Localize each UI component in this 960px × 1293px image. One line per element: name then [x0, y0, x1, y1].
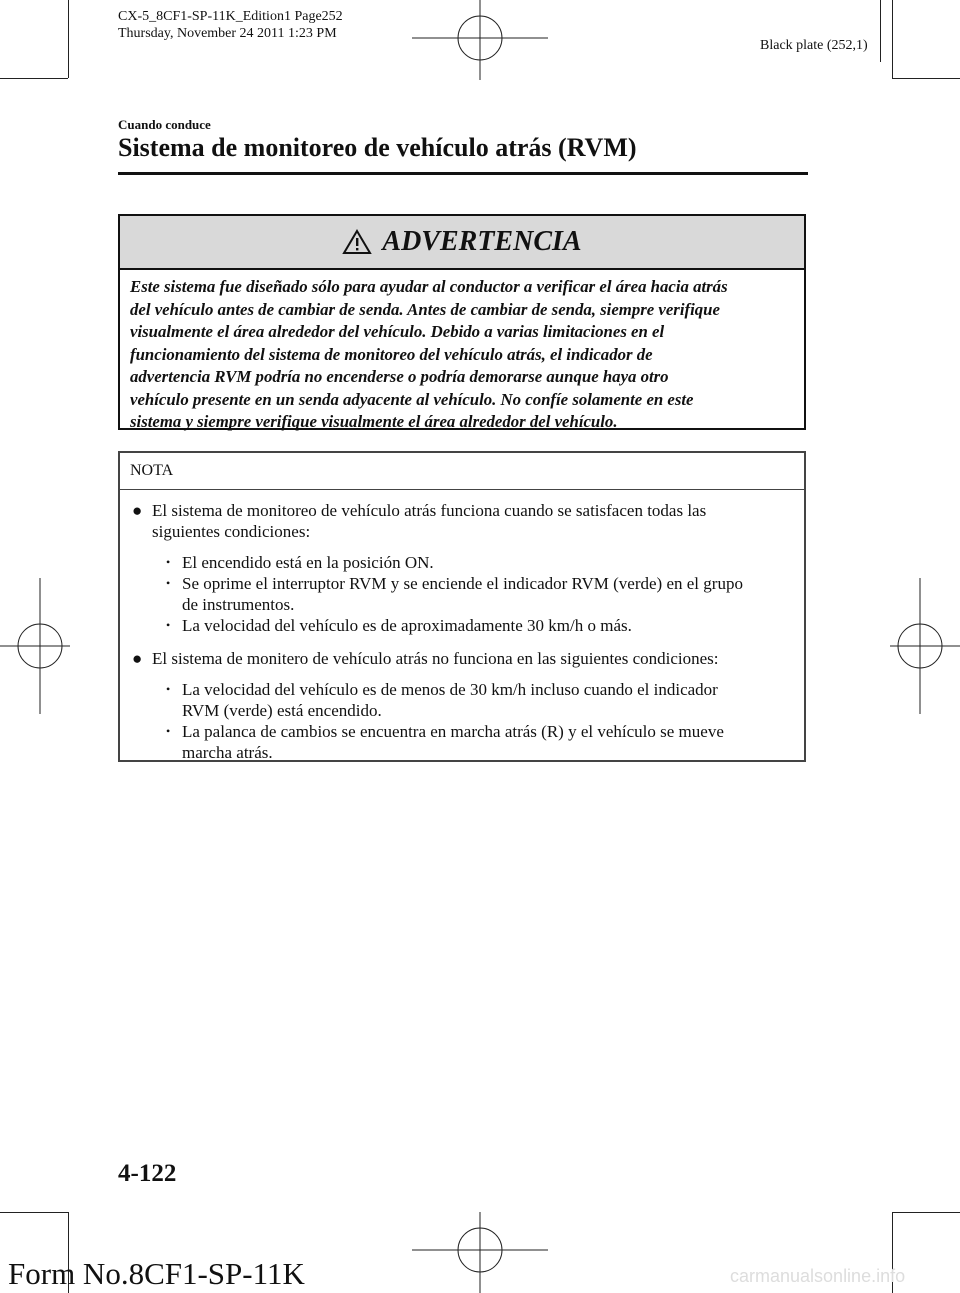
- crop-mark: [892, 0, 893, 78]
- crop-mark: [892, 78, 960, 79]
- registration-mark-left: [0, 578, 70, 714]
- warning-box: [118, 214, 806, 430]
- sub-bullet-icon: •: [166, 724, 171, 738]
- note-item: [130, 648, 794, 763]
- crop-mark: [0, 78, 68, 79]
- sub-bullet-icon: •: [166, 576, 171, 590]
- bullet-icon: ●: [132, 501, 143, 520]
- note-box: [118, 451, 806, 762]
- warning-text: [120, 270, 804, 434]
- sub-bullet-icon: •: [166, 618, 171, 632]
- crop-mark: [0, 1212, 68, 1213]
- sub-item-line: La velocidad del vehículo es de menos de 30 km/h incluso cuando el indicador: [182, 680, 718, 699]
- warning-line: funcionamiento del sistema de monitoreo del vehículo atrás, el indicador de: [130, 344, 653, 364]
- sub-item: [152, 615, 794, 636]
- warning-line: vehículo presente en un senda adyacente al vehículo. No confíe solamente en este: [130, 389, 694, 409]
- sub-bullet-icon: •: [166, 682, 171, 696]
- warning-line: del vehículo antes de cambiar de senda. Antes de cambiar de senda, siempre verifique: [130, 299, 720, 319]
- note-body: [120, 490, 804, 763]
- page-number: 4-122: [118, 1160, 177, 1187]
- warning-line: visualmente el área alrededor del vehículo. Debido a varias limitaciones en el: [130, 322, 665, 341]
- print-info-line: Thursday, November 24 2011 1:23 PM: [118, 26, 337, 41]
- note-item-line: El sistema de monitoreo de vehículo atrás funciona cuando se satisfacen todas las: [152, 501, 707, 520]
- page-title: Sistema de monitoreo de vehículo atrás (RVM): [118, 133, 637, 162]
- print-info: [118, 8, 343, 42]
- warning-line: advertencia RVM podría no encenderse o podría demorarse aunque haya otro: [130, 367, 669, 386]
- sub-item-line: RVM (verde) está encendido.: [182, 701, 382, 720]
- note-item-line: siguientes condiciones:: [152, 522, 311, 541]
- sub-item-line: La velocidad del vehículo es de aproximadamente 30 km/h o más.: [182, 616, 632, 635]
- sub-item: [152, 552, 794, 573]
- print-info-line: CX-5_8CF1-SP-11K_Edition1 Page252: [118, 9, 343, 24]
- warning-line: Este sistema fue diseñado sólo para ayudar al conductor a verificar el área hacia atrás: [130, 277, 728, 296]
- sub-list: [152, 552, 794, 636]
- crop-mark: [880, 0, 881, 62]
- registration-mark-top: [412, 0, 548, 80]
- sub-item-line: de instrumentos.: [182, 595, 295, 614]
- watermark: carmanualsonline.info: [730, 1266, 906, 1286]
- bullet-icon: ●: [132, 649, 143, 668]
- sub-item-line: El encendido está en la posición ON.: [182, 553, 434, 572]
- form-number: Form No.8CF1-SP-11K: [8, 1256, 305, 1291]
- sub-bullet-icon: •: [166, 555, 171, 569]
- note-item-line: El sistema de monitero de vehículo atrás no funciona en las siguientes condiciones:: [152, 649, 719, 668]
- sub-item-line: Se oprime el interruptor RVM y se enciende el indicador RVM (verde) en el grupo: [182, 574, 743, 593]
- title-rule: [118, 172, 808, 175]
- warning-line: sistema y siempre verifique visualmente el área alrededor del vehículo.: [130, 412, 618, 431]
- sub-item: [152, 679, 794, 721]
- plate-label: Black plate (252,1): [760, 38, 868, 53]
- registration-mark-right: [890, 578, 960, 714]
- warning-triangle-icon: [342, 229, 372, 255]
- note-item: [130, 500, 794, 636]
- sub-list: [152, 679, 794, 763]
- sub-item-line: marcha atrás.: [182, 743, 273, 762]
- warning-title: ADVERTENCIA: [382, 226, 582, 257]
- sub-item: [152, 721, 794, 763]
- crop-mark: [68, 0, 69, 78]
- warning-header: [120, 216, 804, 270]
- sub-item-line: La palanca de cambios se encuentra en marcha atrás (R) y el vehículo se mueve: [182, 722, 724, 741]
- registration-mark-bottom: [412, 1212, 548, 1293]
- crop-mark: [892, 1212, 960, 1213]
- note-title: NOTA: [120, 453, 804, 490]
- sub-item: [152, 573, 794, 615]
- section-label: Cuando conduce: [118, 117, 211, 132]
